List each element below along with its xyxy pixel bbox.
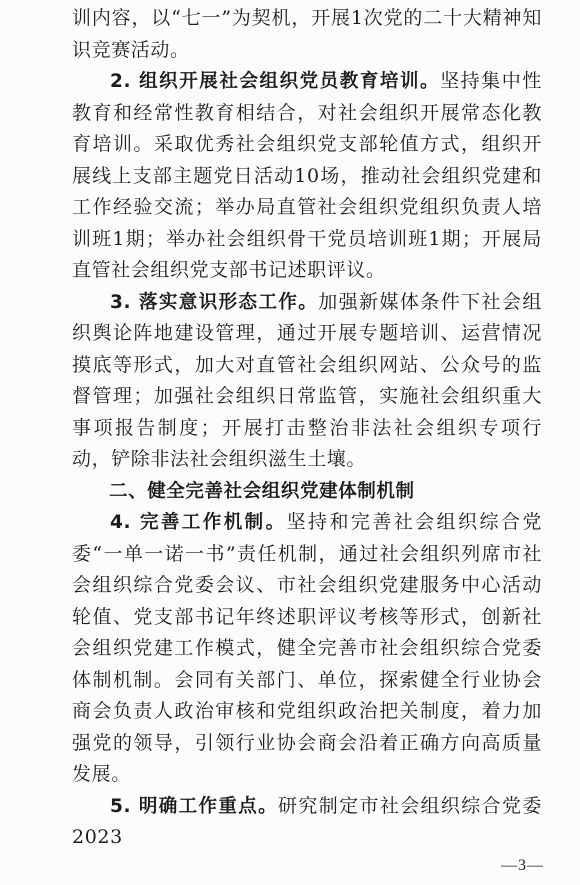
section-heading: 二、健全完善社会组织党建体制机制 <box>109 480 415 502</box>
paragraph-text: 坚持集中性教育和经常性教育相结合，对社会组织开展常态化教育培训。采取优秀社会组织党支部轮值方式，组织开展线上支部主题党日活动10场，推动社会组织党建和工作经验交流；举办局直管社会组织党组织负责人培训班1期；举办社会组织骨干党员培训班1期；开展局直管社会组织党支部书记述职评议。 <box>72 70 542 281</box>
paragraph-party-member-training <box>72 66 542 287</box>
paragraph-lead: 5. 明确工作重点。 <box>110 795 278 817</box>
paragraph-ideology-work <box>72 287 542 476</box>
paragraph-lead: 3. 落实意识形态工作。 <box>110 291 319 313</box>
paragraph-lead: 4. 完善工作机制。 <box>110 512 287 533</box>
paragraph-text: 加强新媒体条件下社会组织舆论阵地建设管理，通过开展专题培训、运营情况摸底等形式，加大对直管社会组织网站、公众号的监督管理；加强社会组织日常监管，实施社会组织重大事项报告制度；开展打击整治非法社会组织专项行动，铲除非法社会组织滋生土壤。 <box>72 290 542 470</box>
paragraph-text: 研究制定市社会组织综合党委 2023 <box>72 794 542 848</box>
paragraph-text: 训内容，以“七一”为契机，开展1次党的二十大精神知识竞赛活动。 <box>72 7 542 61</box>
paragraph-text: 坚持和完善社会组织综合党委“一单一诺一书”责任机制，通过社会组织列席市社会组织综合党委会议、市社会组织党建服务中心活动轮值、党支部书记年终述职评议考核等形式，创新社会组织党建工作模式，健全完善市社会组织综合党委体制机制。会同有关部门、单位，探索健全行业协会商会负责人政治审核和党组织政治把关制度，着力加强党的领导，引领行业协会商会沿着正确方向高质量发展。 <box>72 511 542 785</box>
paragraph-work-mechanism <box>72 507 542 791</box>
paragraph-continued <box>72 3 542 66</box>
paragraph-lead: 2. 组织开展社会组织党员教育培训。 <box>110 71 441 92</box>
page-number: —3— <box>501 857 544 874</box>
paragraph-work-focus <box>72 791 542 854</box>
